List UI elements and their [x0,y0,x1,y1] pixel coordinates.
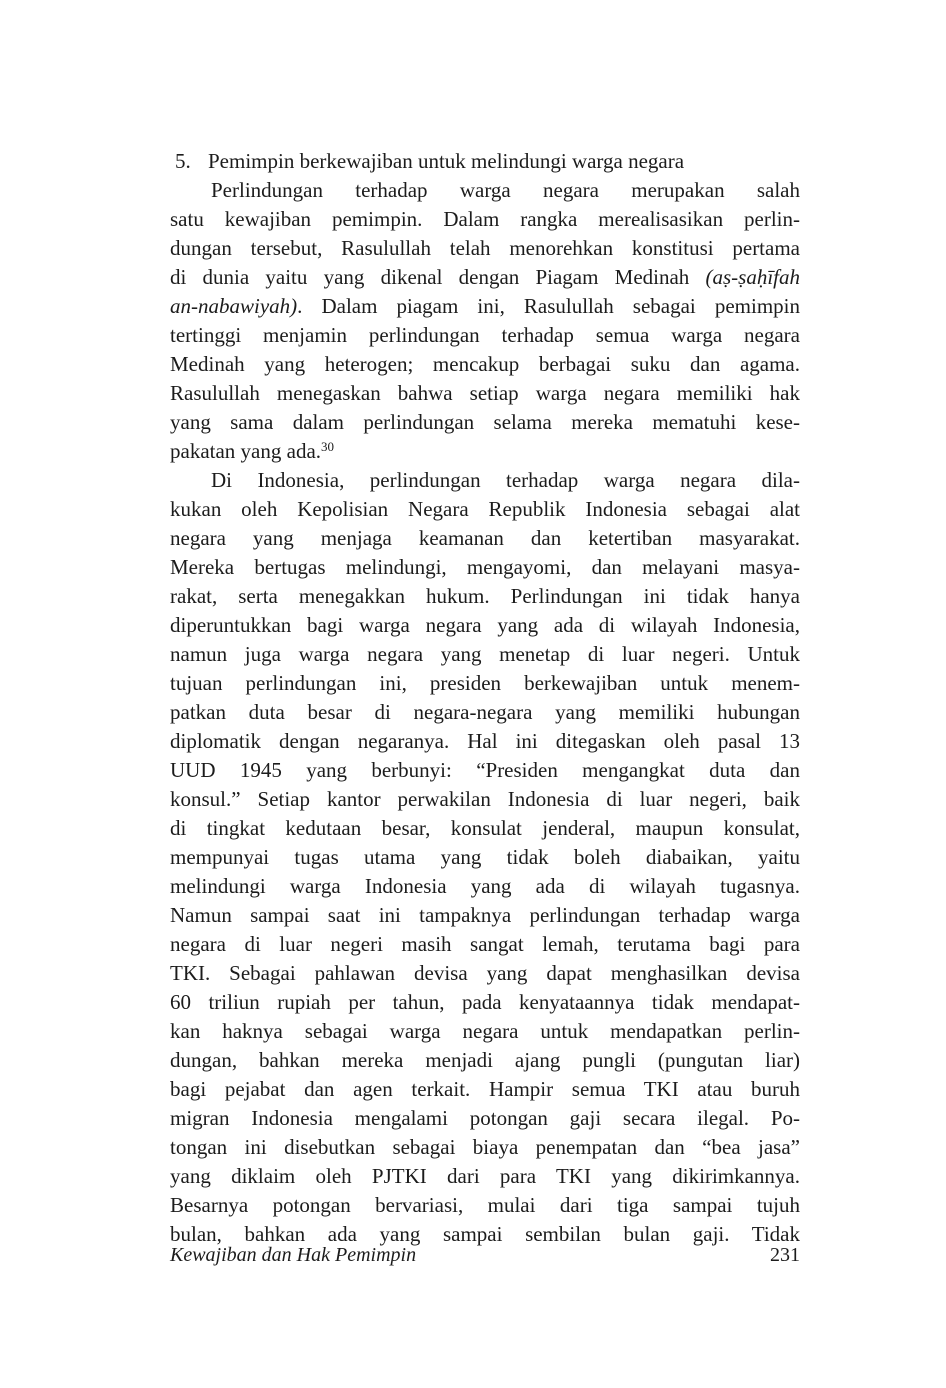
text-segment: yang diklaim oleh PJTKI dari para TKI yang dikirimkannya. [170,1164,800,1188]
text-line [170,582,800,611]
text-segment: pakatan yang ada. [170,439,322,463]
text-line [170,698,800,727]
section-title: Pemimpin berkewajiban untuk melindungi warga negara [208,149,685,173]
text-segment: Perlindungan terhadap warga negara merupakan salah [211,178,800,202]
text-segment: Mereka bertugas melindungi, mengayomi, dan melayani masya- [170,555,800,579]
text-segment: migran Indonesia mengalami potongan gaji secara ilegal. Po- [170,1106,800,1130]
text-line [170,466,800,495]
text-segment: . Dalam piagam ini, Rasulullah sebagai pemimpin [297,294,800,318]
text-line [170,1017,800,1046]
text-line [170,350,800,379]
text-line [170,640,800,669]
page-footer [170,1242,800,1268]
text-line [170,437,800,466]
text-line [170,930,800,959]
text-line [170,263,800,292]
text-segment: di tingkat kedutaan besar, konsulat jenderal, maupun konsulat, [170,816,800,840]
text-segment: dungan, bahkan mereka menjadi ajang pungli (pungutan liar) [170,1048,800,1072]
text-block [170,147,800,1249]
text-line [170,234,800,263]
text-segment: tujuan perlindungan ini, presiden berkewajiban untuk menem- [170,671,800,695]
text-line [170,814,800,843]
text-line [170,988,800,1017]
text-line [170,1104,800,1133]
text-line [170,205,800,234]
paragraph [170,176,800,466]
text-segment: tertinggi menjamin perlindungan terhadap semua warga negara [170,323,800,347]
footnote-reference: 30 [321,439,335,454]
text-segment: an-nabawiyah) [170,294,298,318]
text-line [170,1133,800,1162]
text-segment: Rasulullah menegaskan bahwa setiap warga negara memiliki hak [170,381,800,405]
text-line [170,379,800,408]
text-line [170,1075,800,1104]
text-segment: UUD 1945 yang berbunyi: “Presiden mengangkat duta dan [170,758,800,782]
text-line [170,1162,800,1191]
text-line [170,611,800,640]
page-number: 231 [770,1244,800,1266]
text-segment: melindungi warga Indonesia yang ada di wilayah tugasnya. [170,874,800,898]
text-line [170,843,800,872]
section-number: 5. [175,149,191,173]
text-line [170,727,800,756]
text-segment: kan haknya sebagai warga negara untuk mendapatkan perlin- [170,1019,800,1043]
paragraph [170,466,800,1249]
text-segment: di dunia yaitu yang dikenal dengan Piagam Medinah [170,265,706,289]
text-line [170,669,800,698]
text-segment: diplomatik dengan negaranya. Hal ini ditegaskan oleh pasal 13 [170,729,800,753]
text-line [170,756,800,785]
text-line [170,321,800,350]
text-segment: rakat, serta menegakkan hukum. Perlindungan ini tidak hanya [170,584,800,608]
text-segment: satu kewajiban pemimpin. Dalam rangka merealisasikan perlin- [170,207,800,231]
text-segment: konsul.” Setiap kantor perwakilan Indonesia di luar negeri, baik [170,787,800,811]
text-segment: negara di luar negeri masih sangat lemah, terutama bagi para [170,932,800,956]
text-segment: Besarnya potongan bervariasi, mulai dari tiga sampai tujuh [170,1193,800,1217]
text-segment: 60 triliun rupiah per tahun, pada kenyataannya tidak mendapat- [170,990,800,1014]
text-segment: patkan duta besar di negara-negara yang memiliki hubungan [170,700,800,724]
text-segment: Namun sampai saat ini tampaknya perlindungan terhadap warga [170,903,800,927]
text-segment: Medinah yang heterogen; mencakup berbagai suku dan agama. [170,352,800,376]
body-paragraphs [170,176,800,1249]
text-line [170,553,800,582]
text-segment: namun juga warga negara yang menetap di luar negeri. Untuk [170,642,800,666]
text-segment: mempunyai tugas utama yang tidak boleh diabaikan, yaitu [170,845,800,869]
text-line [170,1191,800,1220]
text-line [170,901,800,930]
text-line [170,1046,800,1075]
text-line [170,495,800,524]
text-segment: TKI. Sebagai pahlawan devisa yang dapat menghasilkan devisa [170,961,800,985]
section-heading [170,147,800,176]
text-segment: kukan oleh Kepolisian Negara Republik Indonesia sebagai alat [170,497,800,521]
text-segment: bulan, bahkan ada yang sampai sembilan bulan gaji. Tidak [170,1222,800,1246]
text-segment: tongan ini disebutkan sebagai biaya penempatan dan “bea jasa” [170,1135,800,1159]
text-line [170,176,800,205]
text-line [170,872,800,901]
text-segment: diperuntukkan bagi warga negara yang ada di wilayah Indonesia, [170,613,800,637]
text-segment: (aṣ-ṣaḥīfah [705,265,800,289]
text-line [170,959,800,988]
text-line [170,785,800,814]
text-segment: bagi pejabat dan agen terkait. Hampir semua TKI atau buruh [170,1077,800,1101]
text-segment: Di Indonesia, perlindungan terhadap warga negara dila- [211,468,800,492]
text-line [170,408,800,437]
text-segment: yang sama dalam perlindungan selama mereka mematuhi kese- [170,410,800,434]
running-footer-title: Kewajiban dan Hak Pemimpin [170,1244,417,1266]
text-line [170,292,800,321]
text-segment: dungan tersebut, Rasulullah telah menorehkan konstitusi pertama [170,236,800,260]
text-line [170,524,800,553]
text-segment: negara yang menjaga keamanan dan ketertiban masyarakat. [170,526,800,550]
